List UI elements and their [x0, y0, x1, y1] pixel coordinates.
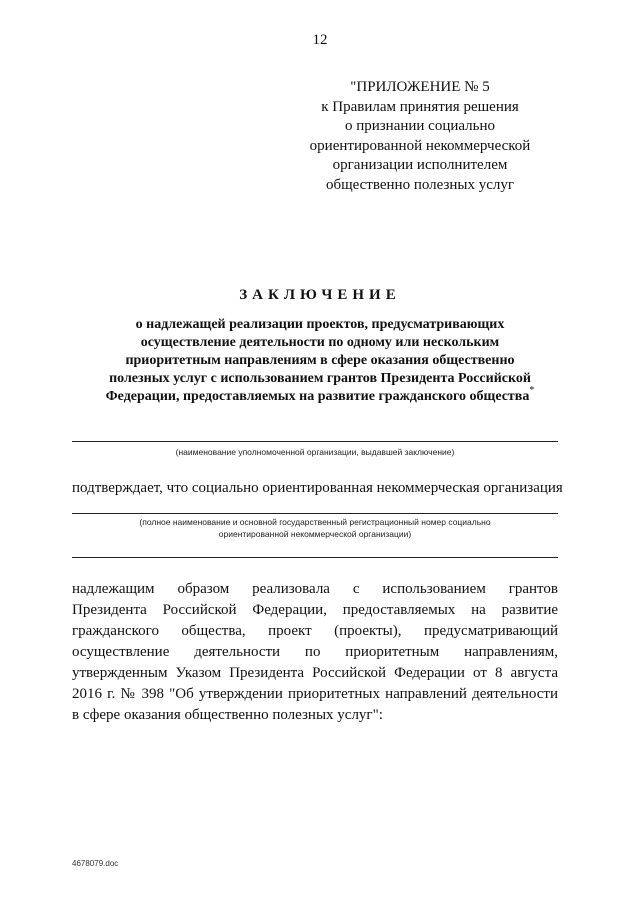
full-name-line — [72, 513, 558, 514]
document-reference: 4678079.doc — [72, 859, 119, 868]
subtitle-line: полезных услуг с использованием грантов Президента Российской — [109, 371, 531, 386]
appendix-line: о признании социально — [344, 118, 496, 134]
body-line: осуществление деятельности по приоритетным направлениям, — [72, 644, 558, 660]
body-line: гражданского общества, проект (проекты), предусматривающий — [72, 623, 558, 639]
subtitle-line: Федерации, предоставляемых на развитие гражданского общества — [105, 389, 530, 404]
subtitle-line: о надлежащей реализации проектов, предусматривающих — [135, 317, 505, 332]
footnote-mark: * — [529, 385, 535, 396]
organization-name-caption: (наименование уполномоченной организации, выдавшей заключение) — [175, 447, 455, 457]
document-title: ЗАКЛЮЧЕНИЕ — [239, 287, 401, 303]
body-paragraph — [72, 579, 558, 726]
appendix-header — [300, 78, 540, 195]
appendix-line: общественно полезных услуг — [325, 176, 515, 193]
subtitle-line-last — [70, 385, 570, 406]
appendix-line: к Правилам принятия решения — [321, 98, 519, 115]
appendix-line: "ПРИЛОЖЕНИЕ № 5 — [350, 79, 490, 95]
subtitle-line: приоритетным направлениям в сфере оказания общественно — [125, 353, 515, 368]
document-subtitle — [70, 316, 570, 406]
body-line: в сфере оказания общественно полезных услуг": — [72, 707, 383, 723]
confirms-text: подтверждает, что социально ориентированная некоммерческая организация — [72, 480, 563, 496]
body-line: надлежащим образом реализовала с использованием грантов — [72, 581, 558, 597]
caption-line: (полное наименование и основной государственный регистрационный номер социально — [139, 517, 491, 527]
page-number: 12 — [312, 32, 328, 48]
full-name-line-2 — [72, 557, 558, 558]
body-line: утвержденным Указом Президента Российской Федерации от 8 августа — [72, 665, 558, 681]
appendix-line: ориентированной некоммерческой — [309, 137, 531, 154]
subtitle-line: осуществление деятельности по одному или нескольким — [140, 335, 500, 350]
body-line: 2016 г. № 398 "Об утверждении приоритетных направлений деятельности — [72, 686, 558, 702]
body-line: Президента Российской Федерации, предоставляемых на развитие — [72, 602, 558, 618]
full-name-caption — [72, 516, 558, 540]
appendix-line: организации исполнителем — [332, 157, 508, 173]
organization-name-line — [72, 441, 558, 442]
caption-line: ориентированной некоммерческой организации) — [218, 529, 412, 539]
